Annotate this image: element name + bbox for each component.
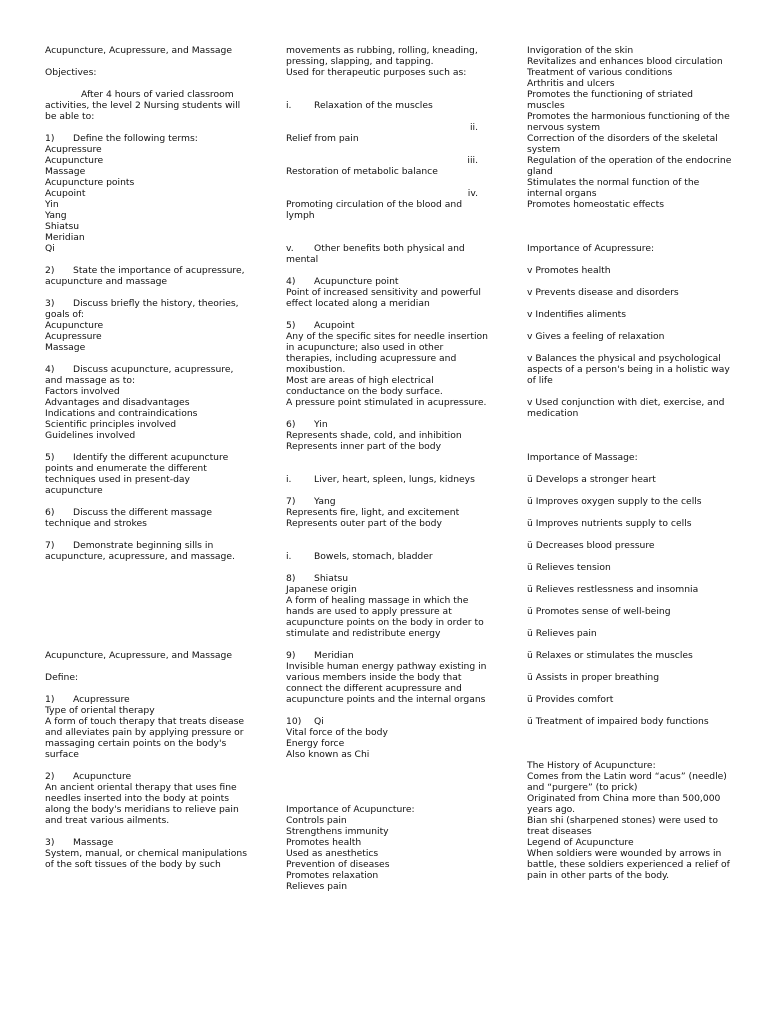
item-text: Acupoint <box>314 320 355 331</box>
text-line: and “purgere” (to prick) <box>527 782 638 793</box>
text-line: Importance of Acupuncture: <box>286 804 415 815</box>
text-line: Prevention of diseases <box>286 859 390 870</box>
text-line: Treatment of various conditions <box>527 67 673 78</box>
text-line: therapies, including acupressure and <box>286 353 457 364</box>
item-number: 5) <box>286 320 296 331</box>
blank-line <box>527 441 727 452</box>
blank-line <box>527 617 727 628</box>
text-line: ü Relaxes or stimulates the muscles <box>527 650 693 661</box>
blank-line <box>286 793 486 804</box>
text-line: connect the different acupressure and <box>286 683 462 694</box>
item-number: 4) <box>286 276 296 287</box>
blank-line <box>286 705 486 716</box>
text-line: treat diseases <box>527 826 592 837</box>
text-line: goals of: <box>45 309 84 320</box>
blank-line <box>45 254 255 265</box>
text-line: lymph <box>286 210 315 221</box>
text-line: Any of the specific sites for needle insertion <box>286 331 489 342</box>
text-line: v Used conjunction with diet, exercise, and <box>527 397 725 408</box>
blank-line <box>527 529 727 540</box>
text-line: aspects of a person's being in a holistic way <box>527 364 730 375</box>
blank-line <box>286 540 486 551</box>
text-line: Energy force <box>286 738 345 749</box>
blank-line <box>527 705 727 716</box>
blank-line <box>286 782 486 793</box>
text-line: Yin <box>45 199 59 210</box>
blank-line <box>286 144 486 155</box>
text-line: internal organs <box>527 188 597 199</box>
item-number: i. <box>286 100 292 111</box>
text-line: ü Provides comfort <box>527 694 614 705</box>
text-line: surface <box>45 749 79 760</box>
blank-line <box>45 683 255 694</box>
text-line: moxibustion. <box>286 364 346 375</box>
blank-line <box>45 826 255 837</box>
blank-line <box>527 749 727 760</box>
text-line: Scientific principles involved <box>45 419 177 430</box>
blank-line <box>286 78 486 89</box>
item-text: Bowels, stomach, bladder <box>314 551 433 562</box>
blank-line <box>286 452 486 463</box>
text-line <box>45 452 255 463</box>
text-line: Promotes relaxation <box>286 870 379 881</box>
text-line: Promotes health <box>286 837 362 848</box>
text-line: Japanese origin <box>286 584 357 595</box>
text-line: acupuncture and massage <box>45 276 168 287</box>
text-line: Objectives: <box>45 67 97 78</box>
blank-line <box>45 441 255 452</box>
blank-line <box>45 617 255 628</box>
blank-line <box>286 463 486 474</box>
text-line <box>45 771 255 782</box>
blank-line <box>527 463 727 474</box>
text-line: Acupuncture points <box>45 177 135 188</box>
blank-line <box>527 210 727 221</box>
text-line: be able to: <box>45 111 95 122</box>
text-line: hands are used to apply pressure at <box>286 606 452 617</box>
blank-line <box>527 386 727 397</box>
blank-line <box>527 320 727 331</box>
text-line: Acupoint <box>45 188 86 199</box>
text-line: ii. <box>469 122 478 133</box>
blank-line <box>286 111 486 122</box>
text-line: nervous system <box>527 122 601 133</box>
text-line: Acupuncture <box>45 320 104 331</box>
item-number: i. <box>286 551 292 562</box>
text-line: ü Treatment of impaired body functions <box>527 716 709 727</box>
blank-line <box>45 639 255 650</box>
text-line: Acupuncture <box>45 155 104 166</box>
text-line <box>286 243 486 254</box>
item-text: Shiatsu <box>314 573 349 584</box>
item-number: v. <box>286 243 294 254</box>
item-text: Relaxation of the muscles <box>314 100 433 111</box>
blank-line <box>527 551 727 562</box>
text-line: Qi <box>45 243 55 254</box>
text-line: iii. <box>467 155 478 166</box>
text-line: A form of touch therapy that treats disease <box>45 716 245 727</box>
blank-line <box>286 232 486 243</box>
item-text: State the importance of acupressure, <box>73 265 245 276</box>
text-line <box>286 100 486 111</box>
item-number: 9) <box>286 650 296 661</box>
text-line: Controls pain <box>286 815 347 826</box>
text-line: massaging certain points on the body's <box>45 738 227 749</box>
text-line: Type of oriental therapy <box>45 705 155 716</box>
text-line: stimulate and redistribute energy <box>286 628 441 639</box>
item-text: Acupuncture <box>73 771 132 782</box>
text-line: ü Decreases blood pressure <box>527 540 655 551</box>
text-line: points and enumerate the different <box>45 463 207 474</box>
text-line <box>45 133 255 144</box>
text-line: Regulation of the operation of the endocrine <box>527 155 732 166</box>
text-line: Originated from China more than 500,000 <box>527 793 721 804</box>
text-line: conductance on the body surface. <box>286 386 443 397</box>
text-line: Represents fire, light, and excitement <box>286 507 460 518</box>
blank-line <box>286 265 486 276</box>
text-line <box>45 694 255 705</box>
item-text: Discuss briefly the history, theories, <box>73 298 239 309</box>
blank-line <box>527 430 727 441</box>
text-line: ü Relieves pain <box>527 628 597 639</box>
text-line: Relieves pain <box>286 881 348 892</box>
text-line: Yang <box>45 210 67 221</box>
text-line: Importance of Massage: <box>527 452 638 463</box>
text-line: effect located along a meridian <box>286 298 430 309</box>
text-line: and treat various ailments. <box>45 815 170 826</box>
text-line: Legend of Acupuncture <box>527 837 634 848</box>
item-text: Massage <box>73 837 114 848</box>
text-line: Most are areas of high electrical <box>286 375 434 386</box>
blank-line <box>45 122 255 133</box>
text-line: When soldiers were wounded by arrows in <box>527 848 722 859</box>
text-line: Invigoration of the skin <box>527 45 634 56</box>
text-line: Revitalizes and enhances blood circulation <box>527 56 723 67</box>
item-text: Discuss acupuncture, acupressure, <box>73 364 234 375</box>
item-text: Liver, heart, spleen, lungs, kidneys <box>314 474 475 485</box>
text-line: activities, the level 2 Nursing students will <box>45 100 241 111</box>
text-line: Correction of the disorders of the skeletal <box>527 133 718 144</box>
text-line <box>286 320 486 331</box>
text-line: Invisible human energy pathway existing in <box>286 661 487 672</box>
text-line: v Gives a feeling of relaxation <box>527 331 665 342</box>
blank-line <box>45 606 255 617</box>
text-line: ü Improves oxygen supply to the cells <box>527 496 702 507</box>
text-line: Shiatsu <box>45 221 80 232</box>
column-left <box>45 45 255 870</box>
text-line: in acupuncture; also used in other <box>286 342 444 353</box>
text-line: medication <box>527 408 579 419</box>
text-line: pressing, slapping, and tapping. <box>286 56 434 67</box>
text-line: of life <box>527 375 553 386</box>
text-line: Also known as Chi <box>286 749 370 760</box>
text-line: acupuncture points and the internal organs <box>286 694 486 705</box>
text-line: Stimulates the normal function of the <box>527 177 700 188</box>
item-number: 4) <box>45 364 55 375</box>
blank-line <box>527 221 727 232</box>
blank-line <box>286 485 486 496</box>
text-line: Indications and contraindications <box>45 408 198 419</box>
text-line: Strengthens immunity <box>286 826 389 837</box>
text-line: After 4 hours of varied classroom <box>81 89 234 100</box>
item-text: Qi <box>314 716 324 727</box>
text-line: Importance of Acupressure: <box>527 243 655 254</box>
blank-line <box>527 232 727 243</box>
text-line: technique and strokes <box>45 518 147 529</box>
text-line: Promotes homeostatic effects <box>527 199 664 210</box>
text-line: Arthritis and ulcers <box>527 78 615 89</box>
text-line: Massage <box>45 166 86 177</box>
blank-line <box>527 485 727 496</box>
text-line <box>286 474 486 485</box>
text-line: mental <box>286 254 319 265</box>
text-line: years ago. <box>527 804 576 815</box>
blank-line <box>45 56 255 67</box>
text-line <box>45 837 255 848</box>
blank-line <box>45 496 255 507</box>
item-number: 1) <box>45 133 55 144</box>
text-line: ü Promotes sense of well-being <box>527 606 671 617</box>
text-line: Massage <box>45 342 86 353</box>
item-text: Define the following terms: <box>73 133 198 144</box>
item-text: Meridian <box>314 650 354 661</box>
text-line: An ancient oriental therapy that uses fine <box>45 782 237 793</box>
text-line <box>45 540 255 551</box>
text-line: ü Relieves tension <box>527 562 611 573</box>
item-number: 10) <box>286 716 302 727</box>
blank-line <box>527 254 727 265</box>
blank-line <box>286 89 486 100</box>
text-line: Advantages and disadvantages <box>45 397 190 408</box>
text-line <box>286 573 486 584</box>
text-line: acupuncture <box>45 485 103 496</box>
blank-line <box>527 595 727 606</box>
text-line: Used for therapeutic purposes such as: <box>286 67 467 78</box>
text-line: Represents outer part of the body <box>286 518 442 529</box>
item-number: 1) <box>45 694 55 705</box>
item-number: 6) <box>286 419 296 430</box>
text-line: v Indentifies aliments <box>527 309 627 320</box>
text-line: Factors involved <box>45 386 120 397</box>
text-line: Vital force of the body <box>286 727 388 738</box>
column-middle <box>286 45 489 892</box>
text-line <box>286 419 486 430</box>
text-line: pain in other parts of the body. <box>527 870 670 881</box>
blank-line <box>45 78 255 89</box>
text-line: Promotes the harmonious functioning of the <box>527 111 730 122</box>
item-text: Acupressure <box>73 694 130 705</box>
blank-line <box>527 727 727 738</box>
blank-line <box>45 595 255 606</box>
blank-line <box>527 298 727 309</box>
blank-line <box>45 661 255 672</box>
blank-line <box>286 562 486 573</box>
blank-line <box>527 683 727 694</box>
text-line: ü Develops a stronger heart <box>527 474 656 485</box>
text-line: Represents inner part of the body <box>286 441 442 452</box>
blank-line <box>45 562 255 573</box>
blank-line <box>286 309 486 320</box>
text-line <box>45 507 255 518</box>
item-text: Other benefits both physical and <box>314 243 465 254</box>
item-number: 7) <box>45 540 55 551</box>
blank-line <box>527 342 727 353</box>
text-line: movements as rubbing, rolling, kneading, <box>286 45 478 56</box>
blank-line <box>527 573 727 584</box>
text-line: v Balances the physical and psychological <box>527 353 721 364</box>
text-line: A pressure point stimulated in acupressure. <box>286 397 487 408</box>
text-line: Restoration of metabolic balance <box>286 166 438 177</box>
text-line: System, manual, or chemical manipulations <box>45 848 248 859</box>
text-line: acupuncture, acupressure, and massage. <box>45 551 235 562</box>
blank-line <box>527 419 727 430</box>
blank-line <box>527 639 727 650</box>
text-line <box>286 551 486 562</box>
item-text: Yang <box>314 496 336 507</box>
text-line: Relief from pain <box>286 133 359 144</box>
blank-line <box>45 573 255 584</box>
text-line: v Prevents disease and disorders <box>527 287 679 298</box>
text-line: A form of healing massage in which the <box>286 595 469 606</box>
text-line: of the soft tissues of the body by such <box>45 859 221 870</box>
item-text: Identify the different acupuncture <box>73 452 229 463</box>
text-line: v Promotes health <box>527 265 611 276</box>
text-line: Promotes the functioning of striated <box>527 89 693 100</box>
text-line: Define: <box>45 672 79 683</box>
text-line: and alleviates pain by applying pressure or <box>45 727 244 738</box>
blank-line <box>286 221 486 232</box>
item-number: 3) <box>45 298 55 309</box>
text-line: battle, these soldiers experienced a relief of <box>527 859 730 870</box>
text-line <box>286 650 486 661</box>
blank-line <box>527 661 727 672</box>
text-line: Point of increased sensitivity and powerful <box>286 287 481 298</box>
text-line: Acupuncture, Acupressure, and Massage <box>45 650 232 661</box>
text-line: along the body's meridians to relieve pain <box>45 804 239 815</box>
text-line: and massage as to: <box>45 375 136 386</box>
text-line: ü Assists in proper breathing <box>527 672 660 683</box>
blank-line <box>286 639 486 650</box>
column-right <box>527 45 732 881</box>
text-line: The History of Acupuncture: <box>527 760 656 771</box>
item-text: Demonstrate beginning sills in <box>73 540 214 551</box>
text-line: Promoting circulation of the blood and <box>286 199 463 210</box>
text-line: Acupressure <box>45 144 102 155</box>
text-line: system <box>527 144 561 155</box>
item-number: 6) <box>45 507 55 518</box>
item-text: Acupuncture point <box>314 276 399 287</box>
text-line: needles inserted into the body at points <box>45 793 230 804</box>
blank-line <box>527 738 727 749</box>
text-line: Used as anesthetics <box>286 848 379 859</box>
text-line: Acupressure <box>45 331 102 342</box>
text-line: gland <box>527 166 553 177</box>
text-line: Guidelines involved <box>45 430 136 441</box>
text-line <box>45 298 255 309</box>
blank-line <box>45 287 255 298</box>
blank-line <box>527 507 727 518</box>
text-line <box>286 496 486 507</box>
item-number: i. <box>286 474 292 485</box>
blank-line <box>286 177 486 188</box>
text-line: Comes from the Latin word “acus” (needle) <box>527 771 727 782</box>
blank-line <box>45 584 255 595</box>
text-line <box>286 716 486 727</box>
item-number: 2) <box>45 771 55 782</box>
text-line: techniques used in present-day <box>45 474 190 485</box>
item-number: 8) <box>286 573 296 584</box>
text-line: muscles <box>527 100 565 111</box>
blank-line <box>286 760 486 771</box>
blank-line <box>45 760 255 771</box>
text-line: various members inside the body that <box>286 672 462 683</box>
blank-line <box>45 529 255 540</box>
item-text: Yin <box>314 419 328 430</box>
text-line: Meridian <box>45 232 85 243</box>
text-line <box>286 276 486 287</box>
item-number: 2) <box>45 265 55 276</box>
blank-line <box>45 628 255 639</box>
item-number: 7) <box>286 496 296 507</box>
text-line: Bian shi (sharpened stones) were used to <box>527 815 718 826</box>
blank-line <box>286 771 486 782</box>
blank-line <box>286 529 486 540</box>
item-text: Discuss the different massage <box>73 507 212 518</box>
blank-line <box>527 276 727 287</box>
text-line: Acupuncture, Acupressure, and Massage <box>45 45 232 56</box>
text-line: Represents shade, cold, and inhibition <box>286 430 462 441</box>
text-line <box>45 265 255 276</box>
text-line: ü Improves nutrients supply to cells <box>527 518 692 529</box>
text-line <box>45 364 255 375</box>
blank-line <box>45 353 255 364</box>
text-line: ü Relieves restlessness and insomnia <box>527 584 699 595</box>
text-line: iv. <box>467 188 478 199</box>
item-number: 3) <box>45 837 55 848</box>
text-line: acupuncture points on the body in order to <box>286 617 484 628</box>
item-number: 5) <box>45 452 55 463</box>
blank-line <box>286 408 486 419</box>
